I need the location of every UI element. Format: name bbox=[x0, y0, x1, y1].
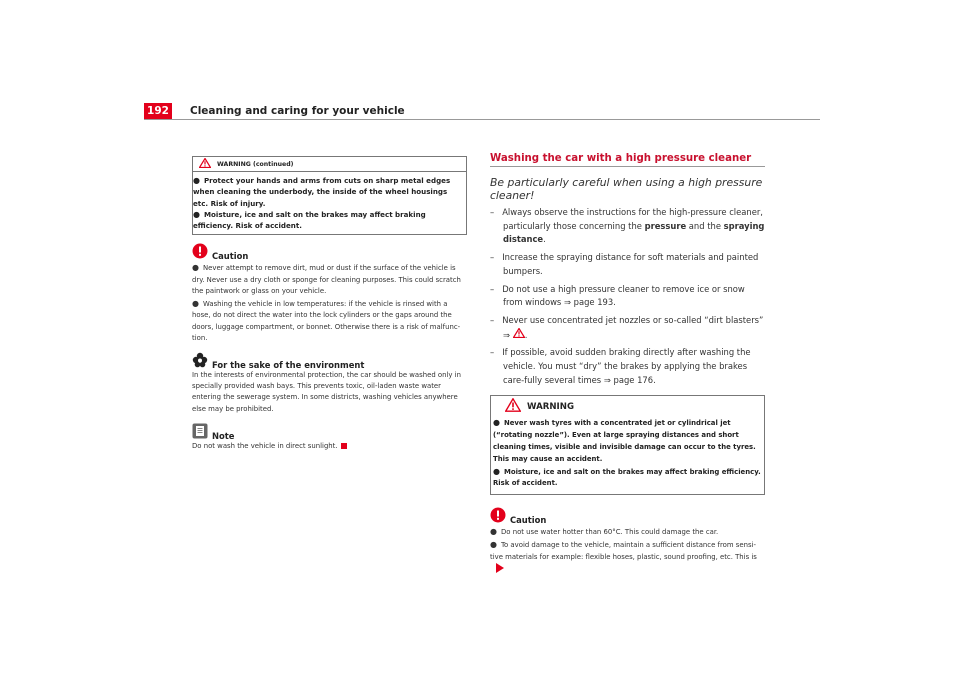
section-heading-rule bbox=[490, 166, 765, 167]
caution-bullet: ● To avoid damage to the vehicle, maintain a sufficient distance from sensi-tive materials for example: flexible hoses, plastic, sound proofing, etc. This is bbox=[490, 539, 765, 574]
caution-bullet: ● Do not use water hotter than 60°C. This could damage the car. bbox=[490, 527, 719, 537]
warning-bullet: ● Moisture, ice and salt on the brakes may affect braking efficiency. Risk of accident. bbox=[193, 209, 426, 231]
warning-continued-title: WARNING (continued) bbox=[217, 160, 294, 168]
caution-heading: Caution bbox=[490, 505, 765, 525]
instruction-step: – Do not use a high pressure cleaner to remove ice or snow from windows ⇒ page 193. bbox=[490, 283, 745, 308]
instruction-step: – If possible, avoid sudden braking directly after washing the vehicle. You must “dry” the brakes by applying the brakes care-fully several times ⇒ page 176. bbox=[490, 347, 751, 385]
warning-triangle-icon bbox=[513, 330, 525, 340]
warning-bullet: ● Never wash tyres with a concentrated jet or cylindrical jet (“rotating nozzle”). Even at large spraying distances and short cleaning times, visible and invisible damage can occur to the tyres. This may cause an accident. bbox=[493, 418, 756, 463]
note-section bbox=[192, 421, 467, 452]
warning-triangle-icon bbox=[505, 398, 521, 415]
page-number: 192 bbox=[144, 103, 172, 119]
caution-bullet: ● Washing the vehicle in low temperatures: if the vehicle is rinsed with a hose, do not direct the water into the lock cylinders or the gaps around the doors, luggage compartment, or bonnet. Otherwise there is a risk of malfunc-tion. bbox=[192, 299, 461, 342]
warning-heading: WARNING bbox=[491, 396, 764, 417]
instruction-step: – Always observe the instructions for the high-pressure cleaner, particularly those concerning the pressure and the spraying distance. bbox=[490, 207, 765, 245]
caution-bullet: ● Never attempt to remove dirt, mud or dust if the surface of the vehicle is dry. Never use a dry cloth or sponge for cleaning purposes. This could scratch the paintwork or glass on your vehicle. bbox=[192, 263, 461, 295]
warning-body bbox=[491, 417, 764, 494]
end-of-section-marker bbox=[341, 443, 347, 449]
warning-bullet: ● Moisture, ice and salt on the brakes may affect braking efficiency. Risk of accident. bbox=[493, 466, 761, 488]
warning-box bbox=[490, 395, 765, 495]
caution-section bbox=[192, 241, 467, 343]
running-header: Cleaning and caring for your vehicle bbox=[190, 105, 405, 117]
note-text: Do not wash the vehicle in direct sunlight. bbox=[192, 441, 467, 452]
header-rule bbox=[144, 119, 820, 120]
caution-exclamation-icon bbox=[192, 243, 208, 261]
instruction-step: – Increase the spraying distance for soft materials and painted bumpers. bbox=[490, 252, 759, 276]
section-lead: Be particularly careful when using a high pressure cleaner! bbox=[490, 176, 763, 202]
note-icon bbox=[192, 423, 208, 441]
section-heading: Washing the car with a high pressure cleaner bbox=[490, 153, 752, 164]
environment-text: In the interests of environmental protection, the car should be washed only in specially provided wash bays. This prevents toxic, oil-laden waste water entering the sewerage system. In some districts, washing vehicles anywhere else may be prohibited. bbox=[192, 370, 461, 413]
instruction-step: – Never use concentrated jet nozzles or so-called “dirt blasters” ⇒ . bbox=[490, 314, 764, 340]
warning-continued-body bbox=[193, 172, 466, 234]
warning-bullet: ● Protect your hands and arms from cuts on sharp metal edges when cleaning the underbody, the inside of the wheel housings etc. Risk of injury. bbox=[193, 176, 451, 208]
environment-section bbox=[192, 350, 467, 415]
left-column bbox=[192, 156, 467, 452]
note-heading: Note bbox=[192, 421, 467, 441]
caution-heading: Caution bbox=[192, 241, 467, 261]
warning-triangle-icon bbox=[199, 158, 211, 170]
environment-heading: For the sake of the environment bbox=[192, 350, 467, 370]
warning-continued-header bbox=[193, 157, 466, 172]
caution-exclamation-icon bbox=[490, 507, 506, 525]
caution-section bbox=[490, 505, 765, 574]
warning-continued-box bbox=[192, 156, 467, 235]
environment-flower-icon bbox=[192, 352, 208, 370]
continue-arrow-icon[interactable] bbox=[496, 563, 504, 573]
right-column bbox=[490, 153, 765, 574]
